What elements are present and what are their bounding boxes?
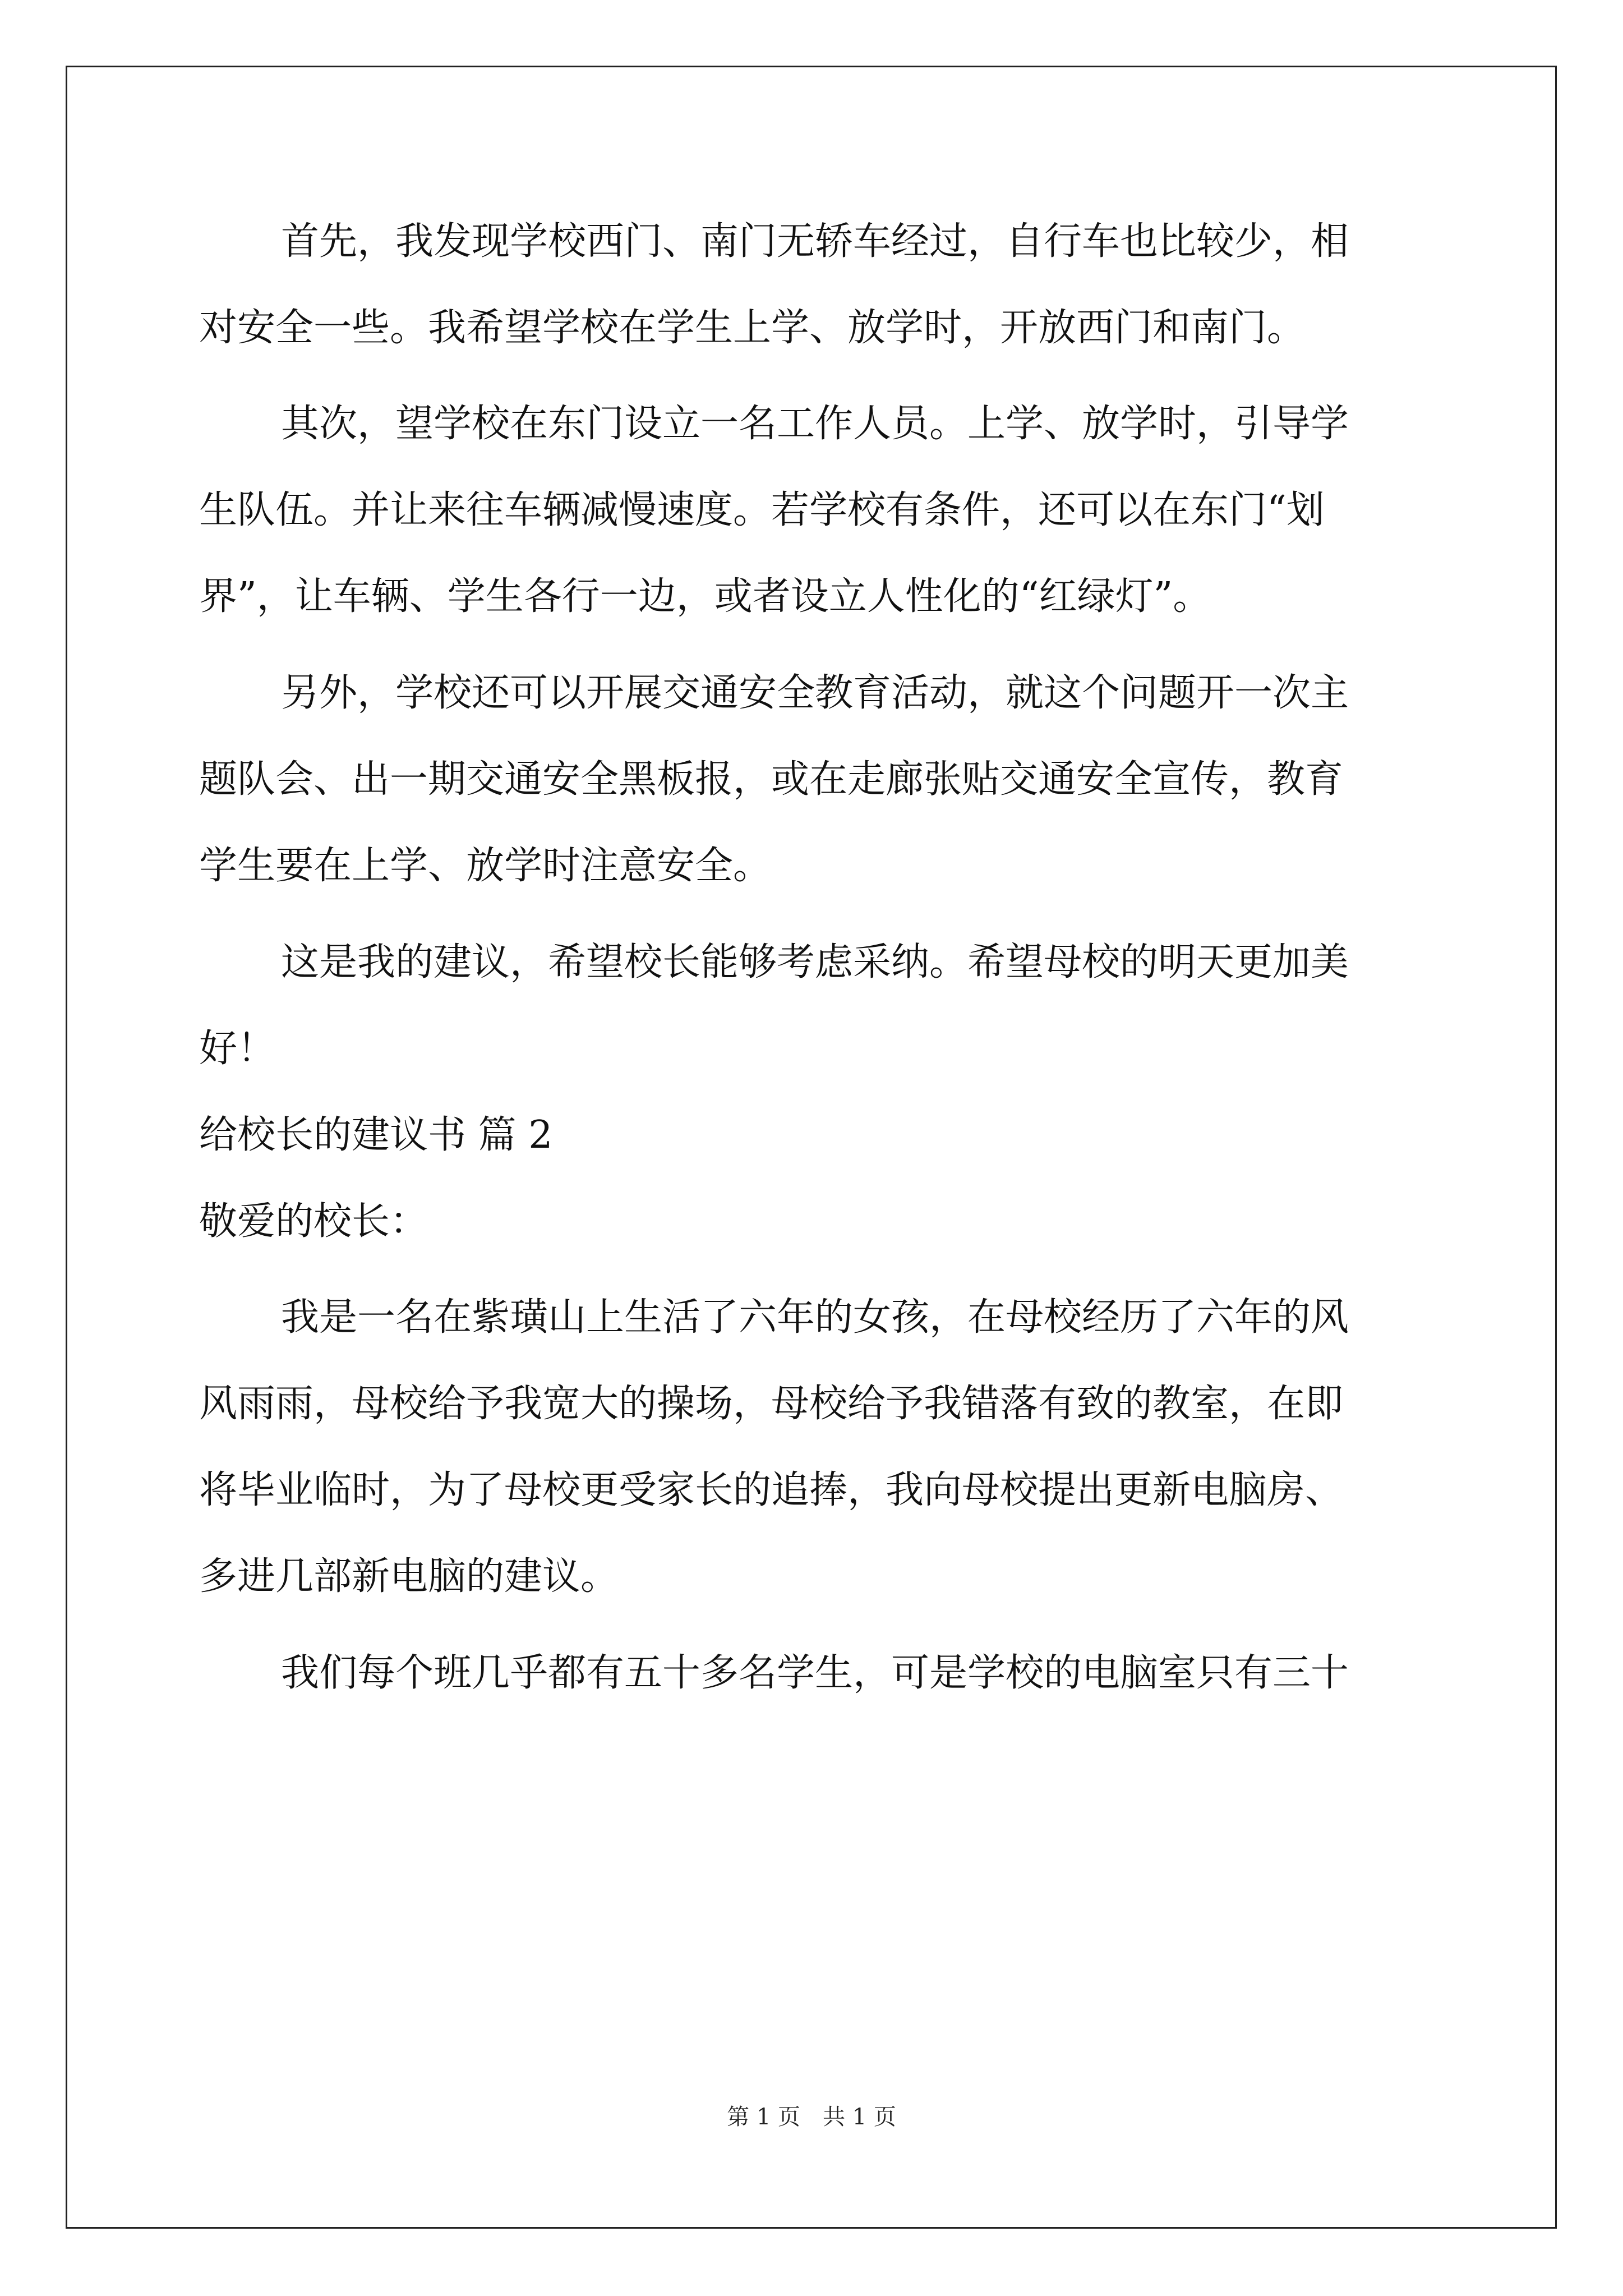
paragraph-line: 首先，我发现学校西门、南门无轿车经过，自行车也比较少，相: [281, 219, 1349, 264]
paragraph-line: 将毕业临时，为了母校更受家长的追捧，我向母校提出更新电脑房、: [199, 1468, 1344, 1512]
section-heading: 给校长的建议书 篇 2: [199, 1113, 553, 1157]
paragraph-line: 好！: [199, 1027, 276, 1071]
paragraph-line: 对安全一些。我希望学校在学生上学、放学时，开放西门和南门。: [199, 306, 1306, 350]
page-number-footer: 第 1 页 共 1 页: [727, 2104, 896, 2130]
paragraph-line: 多进几部新电脑的建议。: [199, 1554, 619, 1599]
paragraph-line: 我是一名在紫璜山上生活了六年的女孩，在母校经历了六年的风: [281, 1295, 1349, 1340]
paragraph-line: 另外，学校还可以开展交通安全教育活动，就这个问题开一次主: [281, 671, 1349, 715]
salutation: 敬爱的校长：: [199, 1199, 428, 1244]
paragraph-line: 其次，望学校在东门设立一名工作人员。上学、放学时，引导学: [281, 402, 1349, 446]
paragraph-line: 界”，让车辆、学生各行一边，或者设立人性化的“红绿灯”。: [199, 574, 1211, 619]
paragraph-line: 学生要在上学、放学时注意安全。: [199, 844, 772, 888]
paragraph-line: 风雨雨，母校给予我宽大的操场，母校给予我错落有致的教室，在即: [199, 1382, 1344, 1426]
paragraph-line: 生队伍。并让来往车辆减慢速度。若学校有条件，还可以在东门“划: [199, 488, 1325, 532]
paragraph-line: 我们每个班几乎都有五十多名学生，可是学校的电脑室只有三十: [281, 1651, 1349, 1695]
paragraph-line: 这是我的建议，希望校长能够考虑采纳。希望母校的明天更加美: [281, 940, 1349, 984]
paragraph-line: 题队会、出一期交通安全黑板报，或在走廊张贴交通安全宣传，教育: [199, 757, 1344, 802]
